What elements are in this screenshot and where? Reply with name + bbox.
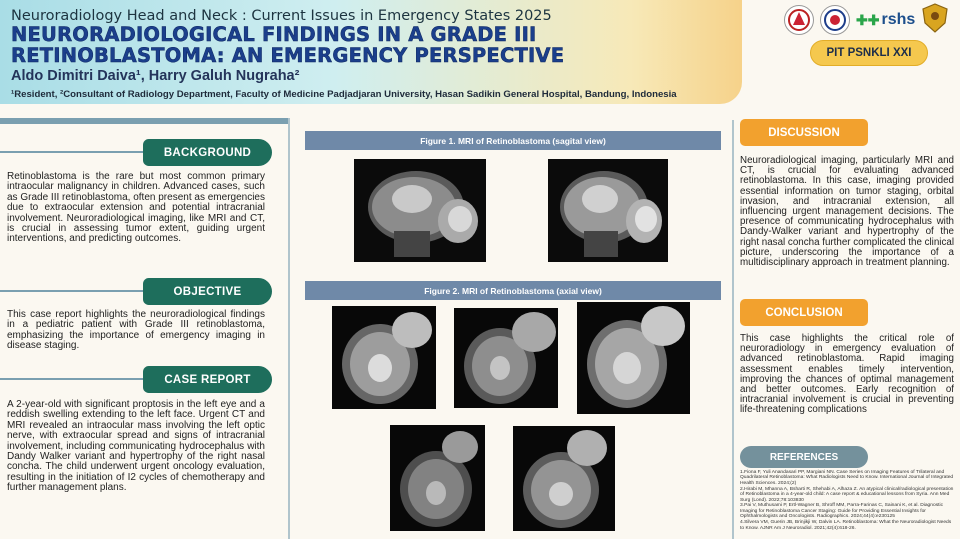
right-column-divider bbox=[732, 120, 734, 539]
case-report-heading: CASE REPORT bbox=[143, 366, 272, 393]
case-report-text: A 2-year-old with significant proptosis in the left eye and a reddish swelling extending to the left face. Urgent CT and MRI revealed an intraocular mass involving the left optic nerve, with extraocular spread and signs of intracranial involvement, including communicating hydrocephalus with Dandy Walker variant and hypertrophy of the right nasal concha. The child underwent urgent oncology evaluation, resulting in the initiation of I2 cycles of chemotherapy and further management plans. bbox=[7, 399, 265, 494]
reference-item: 2.Hirabi M, Mhanna A, Bsharti R, Shehabi A, Alhaza Z. An atypical clinical/radiological presentation of Retinoblastoma in a 4-year-old child: A case report & educational lessons from Syria. Ann Med Surg (Lond). 2022;78:103830 bbox=[740, 486, 954, 503]
plus-cluster-icon: ✚✚ bbox=[856, 11, 880, 28]
figure-1-caption: Figure 1. MRI of Retinoblastoma (sagital view) bbox=[305, 131, 721, 150]
crest-logo-icon bbox=[921, 3, 949, 38]
conference-name: Neuroradiology Head and Neck : Current Issues in Emergency States 2025 bbox=[11, 8, 552, 24]
affiliation: ¹Resident, ²Consultant of Radiology Department, Faculty of Medicine Padjadjaran University, Hasan Sadikin General Hospital, Bandung, Indonesia bbox=[11, 89, 677, 100]
background-text: Retinoblastoma is the rare but most common primary intraocular malignancy in children. Advanced cases, such as Grade III retinoblastoma, often present as emergencies due to extraocular extension and potential intracranial involvement. Neuroradiological imaging, like MRI and CT, is crucial in assessing tumor extent, guiding urgent interventions, and predicting outcomes. bbox=[7, 171, 265, 245]
conclusion-text: This case highlights the critical role of neuroradiology in emergency evaluation of advanced retinoblastoma. Rapid imaging assessment enables timely intervention, improving the chances of optimal management and better outcomes. Early recognition of intracranial involvement is crucial in preventing life-threatening complications bbox=[740, 333, 954, 416]
university-logo-icon bbox=[784, 5, 814, 35]
authors: Aldo Dimitri Daiva¹, Harry Galuh Nugraha² bbox=[11, 68, 300, 84]
mri-sagittal-image-1 bbox=[354, 159, 486, 262]
left-column-divider bbox=[288, 118, 290, 539]
references-heading: REFERENCES bbox=[740, 446, 868, 468]
left-top-divider bbox=[0, 118, 290, 124]
poster-title: NEURORADIOLOGICAL FINDINGS IN A GRADE III RETINOBLASTOMA: AN EMERGENCY PERSPECTIVE bbox=[11, 23, 565, 67]
objective-connector bbox=[0, 290, 145, 292]
rshs-logo-text: rshs bbox=[881, 11, 916, 28]
poster-header bbox=[0, 0, 742, 104]
reference-item: 3.Pai V, Muthusami P, Ertl-Wagner B, Shroff MM, Parra-Farinas C, Sainani K, et al. Diagnostic Imaging for Retinoblastoma Cancer Staging: Guide for Providing Essential Insights for Ophthalmologists and Oncologists. Radiographics. 2024;44(4):e230125 bbox=[740, 503, 944, 520]
conclusion-heading: CONCLUSION bbox=[740, 299, 868, 326]
references-list bbox=[740, 470, 956, 531]
reference-item: 1.Fiona F, Yuli Anandasari PP, Margiani NN. Case Series on Imaging Features of Trilateral and Quadrilateral Retinoblastoma: What Radiologists Need to Know. International Journal of Integrated Health Sciences. 2024;(2) bbox=[740, 470, 954, 486]
event-badge: PIT PSNKLI XXI bbox=[810, 40, 928, 66]
background-heading: BACKGROUND bbox=[143, 139, 272, 166]
discussion-text: Neuroradiological imaging, particularly MRI and CT, is crucial for evaluating advanced retinoblastoma. In this case, imaging provided essential information on tumor staging, orbital invasion, and intracranial extension, all influencing urgent management decisions. The presence of communicating hydrocephalus with Dandy-Walker variant and hypertrophy of the right nasal concha further complicated the clinical picture, underscoring the importance of a multidisciplinary approach in treatment planning. bbox=[740, 155, 955, 269]
reference-item: 4.Silvera VM, Guerin JB, Brinjikji W, Dalvin LA. Retinoblastoma: What the Neuroradiologist Needs to Know. AJNR Am J Neuroradiol. 2021;42(4):618-26. bbox=[740, 520, 952, 531]
background-connector bbox=[0, 151, 145, 153]
case-report-connector bbox=[0, 378, 145, 380]
mri-axial-image-3 bbox=[577, 302, 690, 414]
rshs-logo bbox=[856, 11, 915, 29]
logo-strip bbox=[784, 3, 960, 37]
mri-axial-image-5 bbox=[513, 426, 615, 531]
radiology-society-logo-icon bbox=[820, 5, 850, 35]
mri-axial-image-4 bbox=[390, 425, 485, 531]
mri-sagittal-image-2 bbox=[548, 159, 668, 262]
objective-heading: OBJECTIVE bbox=[143, 278, 272, 305]
discussion-heading: DISCUSSION bbox=[740, 119, 868, 146]
mri-axial-image-1 bbox=[332, 306, 436, 409]
figure-2-caption: Figure 2. MRI of Retinoblastoma (axial view) bbox=[305, 281, 721, 300]
objective-text: This case report highlights the neuroradiological findings in a pediatric patient with Grade III retinoblastoma, emphasizing the importance of emergency imaging in disease staging. bbox=[7, 309, 265, 352]
mri-axial-image-2 bbox=[454, 308, 558, 408]
